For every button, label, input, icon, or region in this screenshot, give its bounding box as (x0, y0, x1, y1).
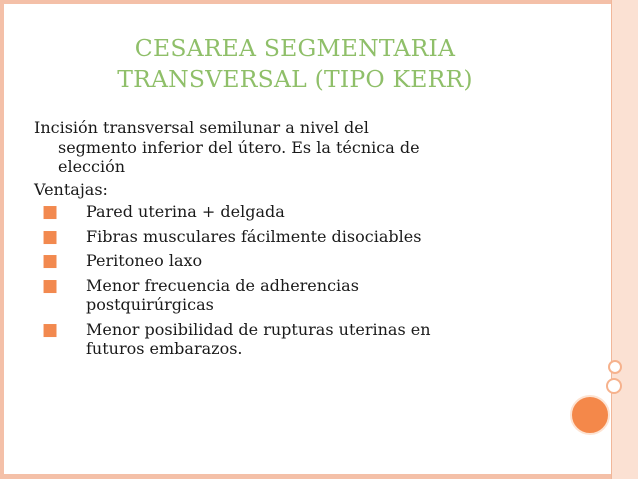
list-item-text: Peritoneo laxo (86, 251, 203, 270)
intro-paragraph (34, 118, 544, 177)
advantages-heading: Ventajas: (34, 179, 108, 199)
list-item-text: postquirúrgicas (86, 295, 214, 314)
list-item (42, 251, 544, 271)
list-item-text: Pared uterina + delgada (86, 202, 285, 221)
slide-border-bottom (0, 474, 638, 479)
list-item-text: Menor posibilidad de rupturas uterinas en (86, 319, 431, 339)
bullet-square-icon: ■ (42, 319, 59, 340)
slide-title-line: CESAREA SEGMENTARIA (134, 34, 456, 62)
decorative-orange-circle (570, 395, 610, 435)
bullet-square-icon: ■ (42, 226, 59, 247)
bullet-square-icon: ■ (42, 251, 59, 271)
list-item-text: futuros embarazos. (86, 339, 243, 358)
slide-title (60, 33, 530, 95)
list-item-text: Fibras musculares fácilmente disociables (86, 226, 422, 246)
bullet-square-icon: ■ (42, 202, 59, 222)
slide-border-right-line (611, 0, 612, 479)
slide-border-top (0, 0, 638, 4)
intro-line: elección (58, 157, 126, 176)
slide-border-right (612, 0, 638, 479)
intro-line: segmento inferior del útero. Es la técnica de (58, 137, 420, 157)
bullet-square-icon: ■ (42, 275, 59, 296)
list-item (42, 276, 544, 315)
list-item-text: Menor frecuencia de adherencias (86, 275, 359, 295)
slide-border-left (0, 0, 4, 479)
list-item (42, 227, 544, 247)
list-item (42, 202, 544, 222)
advantages-list (34, 202, 544, 359)
decorative-ring-medium (606, 378, 622, 394)
slide-title-line: TRANSVERSAL (TIPO KERR) (117, 65, 473, 93)
slide-body (34, 118, 544, 364)
intro-line: Incisión transversal semilunar a nivel del (34, 118, 369, 137)
decorative-ring-small (608, 360, 622, 374)
list-item (42, 320, 544, 359)
